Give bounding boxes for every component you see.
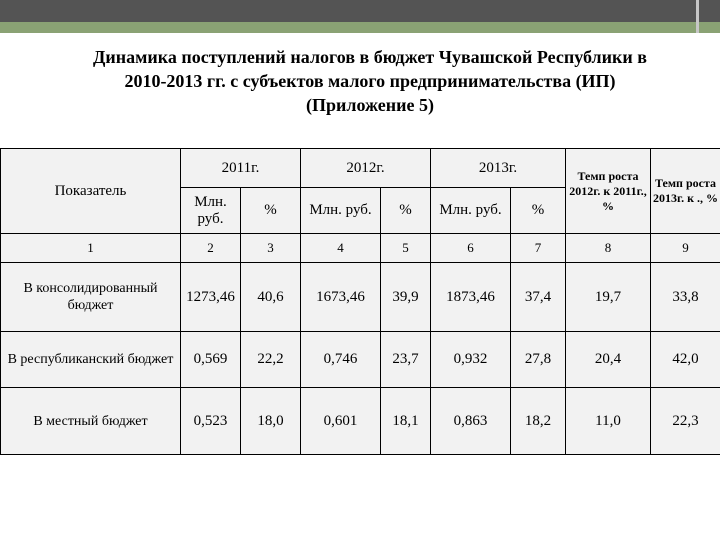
column-number: 6 [431, 234, 511, 263]
header-pct-2012: % [381, 188, 431, 234]
cell-value: 22,3 [651, 388, 720, 455]
column-number: 4 [301, 234, 381, 263]
cell-value: 18,2 [511, 388, 566, 455]
header-indicator: Показатель [1, 149, 181, 234]
cell-value: 39,9 [381, 263, 431, 332]
top-decor-accent [696, 0, 699, 33]
title-line-2: 2010-2013 гг. с субъектов малого предпринимательства (ИП) [124, 71, 616, 91]
header-row-years [1, 149, 720, 188]
cell-value: 0,863 [431, 388, 511, 455]
cell-value: 19,7 [566, 263, 651, 332]
top-decor-stripe [0, 22, 720, 33]
tax-revenue-table [0, 148, 720, 455]
header-pct-2013: % [511, 188, 566, 234]
cell-value: 11,0 [566, 388, 651, 455]
cell-value: 1673,46 [301, 263, 381, 332]
cell-value: 0,569 [181, 332, 241, 388]
cell-value: 0,746 [301, 332, 381, 388]
row-label: В республиканский бюджет [1, 332, 181, 388]
column-number-row [1, 234, 720, 263]
cell-value: 23,7 [381, 332, 431, 388]
cell-value: 27,8 [511, 332, 566, 388]
cell-value: 18,0 [241, 388, 301, 455]
cell-value: 1273,46 [181, 263, 241, 332]
column-number: 3 [241, 234, 301, 263]
column-number: 2 [181, 234, 241, 263]
row-label: В консолидированный бюджет [1, 263, 181, 332]
header-year-2012: 2012г. [301, 149, 431, 188]
header-mln-2011: Млн. руб. [181, 188, 241, 234]
header-pct-2011: % [241, 188, 301, 234]
column-number: 5 [381, 234, 431, 263]
cell-value: 1873,46 [431, 263, 511, 332]
cell-value: 20,4 [566, 332, 651, 388]
page-title [30, 45, 710, 117]
table-row-republican [1, 332, 720, 388]
table-row-consolidated [1, 263, 720, 332]
cell-value: 22,2 [241, 332, 301, 388]
column-number: 8 [566, 234, 651, 263]
header-growth-2012: Темп роста 2012г. к 2011г., % [566, 149, 651, 234]
cell-value: 33,8 [651, 263, 720, 332]
header-growth-2013: Темп роста 2013г. к ., % [651, 149, 720, 234]
cell-value: 18,1 [381, 388, 431, 455]
header-year-2013: 2013г. [431, 149, 566, 188]
cell-value: 0,932 [431, 332, 511, 388]
top-decor-bar [0, 0, 720, 22]
title-line-3: (Приложение 5) [305, 95, 435, 115]
cell-value: 0,523 [181, 388, 241, 455]
column-number: 9 [651, 234, 720, 263]
cell-value: 42,0 [651, 332, 720, 388]
column-number: 1 [1, 234, 181, 263]
header-mln-2012: Млн. руб. [301, 188, 381, 234]
header-mln-2013: Млн. руб. [431, 188, 511, 234]
table-row-local [1, 388, 720, 455]
header-year-2011: 2011г. [181, 149, 301, 188]
row-label: В местный бюджет [1, 388, 181, 455]
title-line-1: Динамика поступлений налогов в бюджет Чувашской Республики в [93, 47, 647, 67]
cell-value: 37,4 [511, 263, 566, 332]
cell-value: 0,601 [301, 388, 381, 455]
column-number: 7 [511, 234, 566, 263]
cell-value: 40,6 [241, 263, 301, 332]
